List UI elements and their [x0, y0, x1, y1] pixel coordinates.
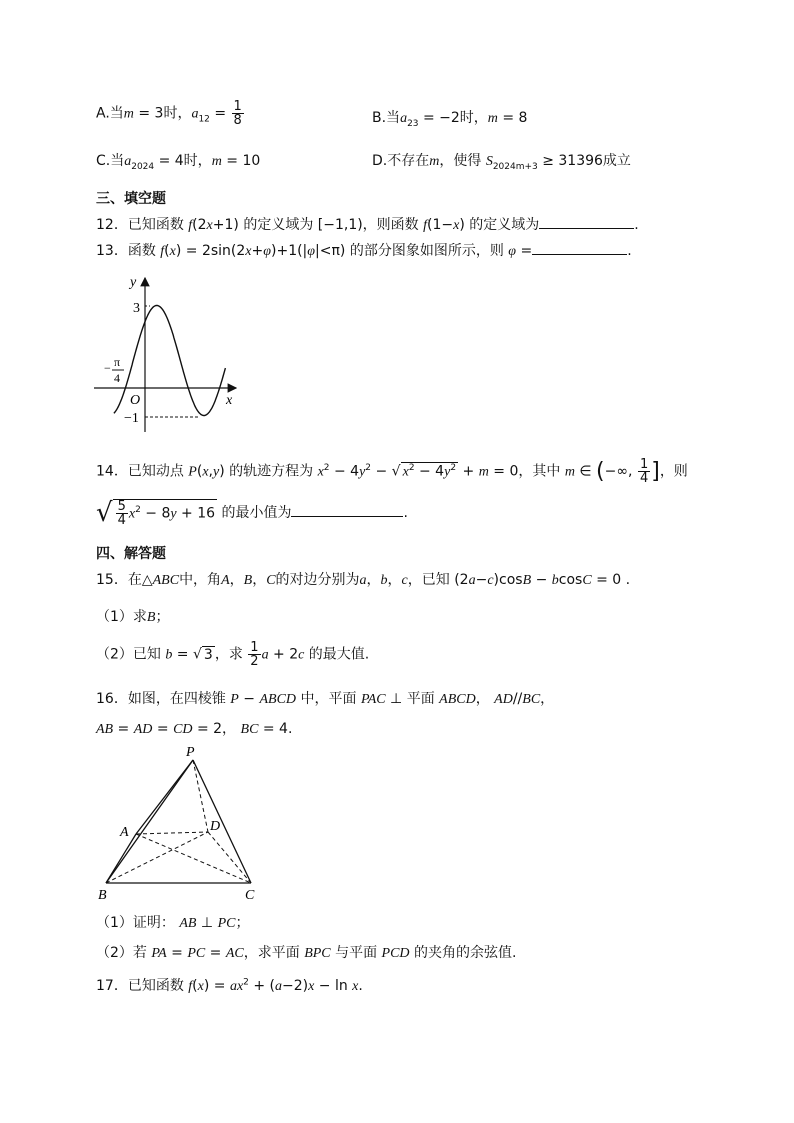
- option-b: B.当$a_{23} = -2$时，m = 8: [372, 110, 528, 129]
- edge-AD: [136, 832, 208, 834]
- question-12: 12．已知函数 f(2x+1) 的定义域为 [−1,1)，则函数 f(1−x) 的定义域为 .: [96, 217, 639, 233]
- label-A: A: [120, 825, 129, 840]
- label-D: D: [210, 819, 221, 834]
- edge-PA: [136, 760, 193, 834]
- question-14: 14．已知动点 P(x,y) 的轨迹方程为 $x^2 - 4y^2$ − √ $x^2 - 4y^2 + m = 0$，其中 m ∈ (−∞, $\frac{1}{4}$ ]，则: [96, 457, 688, 486]
- y-axis-label: y: [130, 275, 137, 290]
- svg-text:4: 4: [114, 371, 120, 385]
- pyramid-figure: [96, 746, 266, 904]
- question-15: 15．在△ABC中，角A，B，C的对边分别为a，b，c，已知 (2a−c)cosB − bcosC = 0 .: [96, 572, 631, 588]
- option-d-label: D.不存在: [372, 153, 430, 169]
- edge-AC: [136, 834, 251, 883]
- edge-PB: [106, 760, 193, 883]
- tick-neg1: −1: [124, 411, 139, 426]
- answer-blank-12[interactable]: [539, 216, 634, 229]
- question-16-part2: （2）若 PA = PC = AC，求平面 BPC 与平面 PCD 的夹角的余弦值.: [96, 945, 517, 961]
- label-B: B: [98, 888, 107, 903]
- question-17: 17．已知函数 $f(x) = ax^2 + (a-2)x - \ln x$.: [96, 977, 363, 994]
- section-4-title: 四、解答题: [96, 546, 166, 562]
- question-16-line2: AB = AD = CD = 2， BC = 4.: [96, 721, 293, 737]
- origin-label: O: [130, 393, 141, 408]
- svg-text:π: π: [114, 355, 121, 369]
- tick-3: 3: [133, 301, 140, 316]
- question-16-part1: （1）证明： AB ⊥ PC；: [96, 915, 250, 931]
- question-16: 16．如图，在四棱锥 P − ABCD 中，平面 PAC ⊥ 平面 ABCD， AD//BC，: [96, 691, 555, 707]
- question-14-line2: √ $\frac{5}{4}$ $x^2 - 8y + 16$ 的最小值为 .: [96, 498, 408, 528]
- label-C: C: [245, 888, 255, 903]
- question-15-part1: （1）求B；: [96, 609, 170, 625]
- question-15-part2: （2）已知 b = √ 3 ，求 $\frac{1}{2}$ a + 2c 的最大值.: [96, 640, 370, 669]
- section-3-title: 三、填空题: [96, 191, 166, 207]
- label-P: P: [186, 746, 195, 760]
- option-c: C.当$a_{2024} = 4$时，m = 10: [96, 153, 261, 172]
- option-a-label: A.当: [96, 105, 124, 122]
- x-axis-label: x: [226, 393, 233, 408]
- edge-DC: [208, 832, 251, 883]
- option-c-label: C.当: [96, 153, 125, 169]
- option-d: D.不存在m，使得 $S_{2024m+3} \ge 31396$成立: [372, 153, 631, 172]
- option-b-label: B.当: [372, 110, 401, 126]
- question-13: 13．函数 f(x) = 2sin(2x+φ)+1(|φ|<π) 的部分图象如图所示，则 φ = .: [96, 243, 632, 259]
- tick-neg-pi-4: −: [104, 361, 111, 375]
- edge-PD: [193, 760, 208, 832]
- edge-PC: [193, 760, 251, 883]
- graph-13: [94, 272, 244, 437]
- answer-blank-14[interactable]: [291, 504, 403, 517]
- answer-blank-13[interactable]: [532, 242, 627, 255]
- option-a: A.当m = 3时，$a_{12}$ = $\frac{1}{8}$: [96, 99, 242, 128]
